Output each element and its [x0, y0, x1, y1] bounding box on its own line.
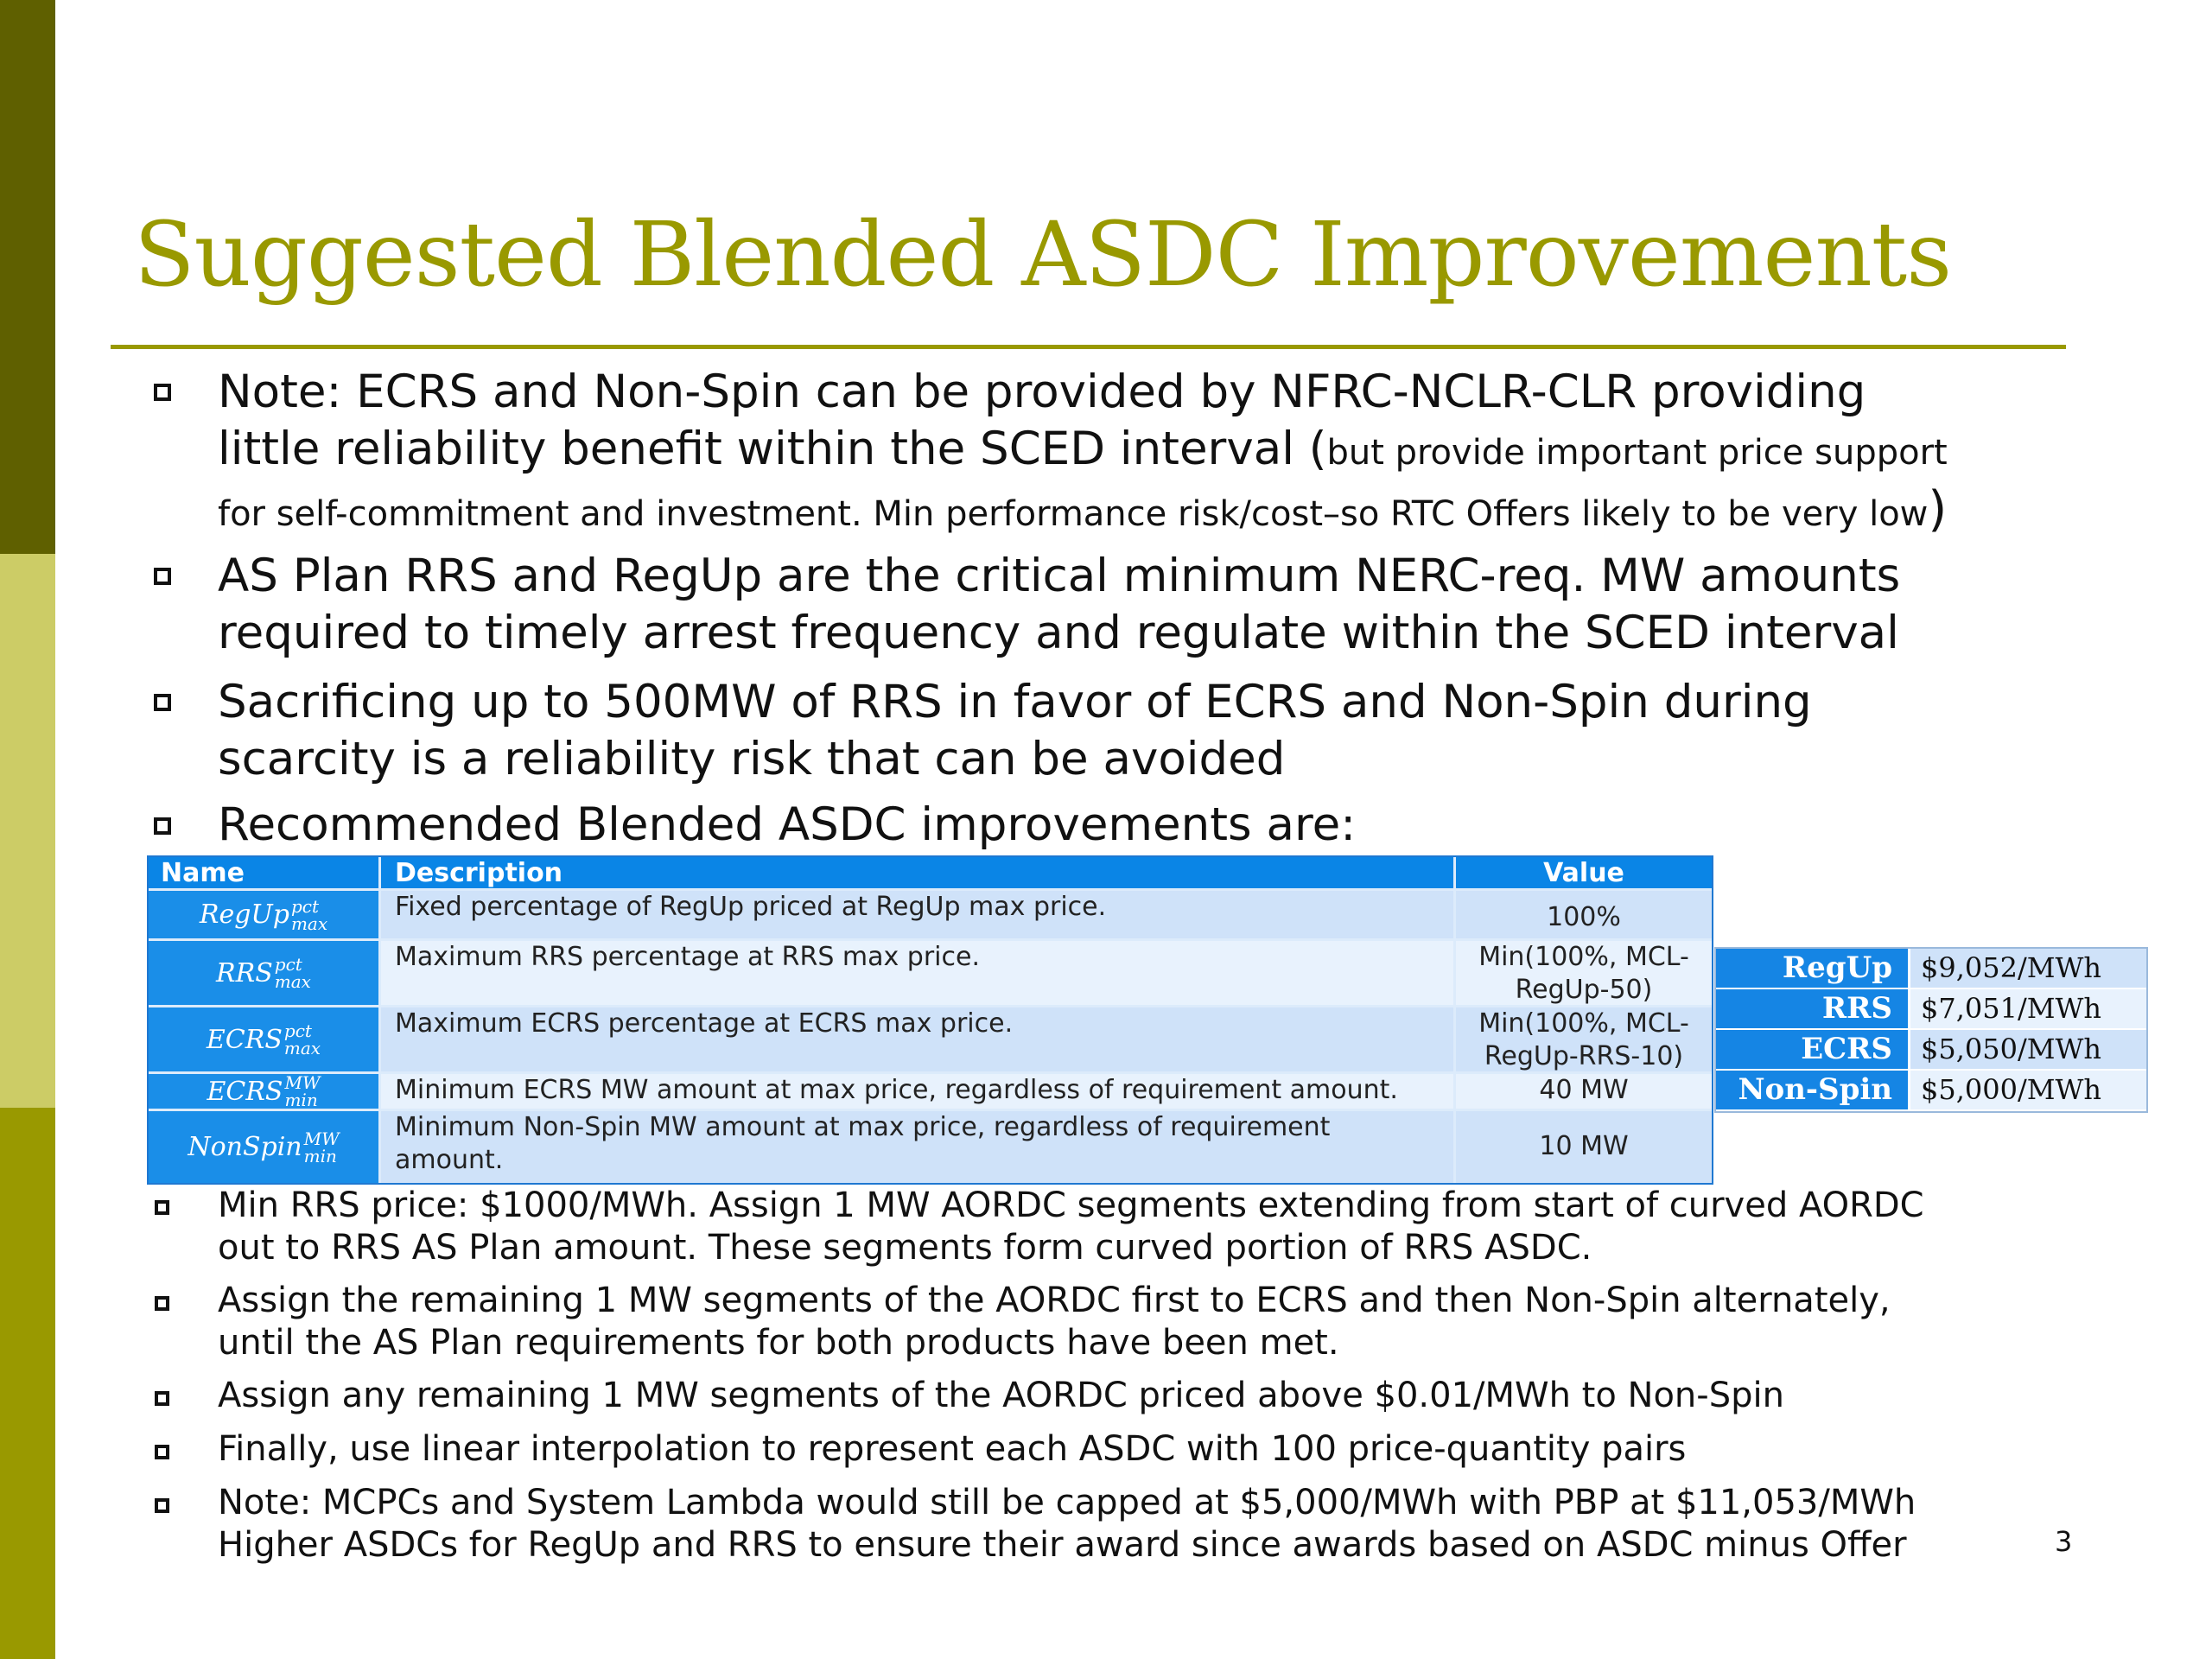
bullet-marker [154, 384, 171, 401]
bullet-line: Assign any remaining 1 MW segments of the AORDC priced above $0.01/MWh to Non-Spin [218, 1376, 1784, 1415]
price-row [1716, 1030, 2146, 1071]
bullet-text [218, 364, 1948, 543]
price-name: Non-Spin [1716, 1071, 1908, 1109]
bullet-line: Recommended Blended ASDC improvements are: [218, 798, 1357, 851]
bullet-marker [154, 694, 171, 711]
price-name: ECRS [1716, 1030, 1908, 1069]
bullet-text [218, 1428, 1686, 1471]
bullet-text [218, 1375, 1784, 1417]
bullet-text [218, 1280, 1891, 1364]
table-cell-name: NonSpin MW min [149, 1111, 378, 1183]
bullet-marker [155, 1445, 169, 1459]
bullet-aside: for self-commitment and investment. Min performance risk/cost–so RTC Offers likely to be very low [218, 494, 1929, 534]
table-cell-description: Fixed percentage of RegUp priced at RegUp max price. [381, 891, 1453, 938]
bullet-marker [154, 817, 171, 835]
table-cell-value: Min(100%, MCL- RegUp-50) [1456, 941, 1712, 1005]
bullet-line: Sacrificing up to 500MW of RRS in favor of ECRS and Non-Spin during [218, 676, 1812, 728]
bullet-marker [155, 1498, 169, 1513]
bullet-line: out to RRS AS Plan amount. These segments form curved portion of RRS ASDC. [218, 1228, 1592, 1268]
table-cell-name: RegUp pct max [149, 891, 378, 938]
bullet-marker [155, 1296, 169, 1311]
table-header-description: Description [381, 857, 1453, 888]
asdc-parameter-table [147, 855, 1713, 1185]
bullet-line: Finally, use linear interpolation to represent each ASDC with 100 price-quantity pairs [218, 1429, 1687, 1469]
table-cell-value: 100% [1456, 891, 1712, 938]
bullet-line: for self-commitment and investment. Min performance risk/cost–so RTC Offers likely to be very low) [218, 481, 1948, 537]
price-name: RRS [1716, 989, 1908, 1028]
side-band-dark [0, 0, 55, 554]
table-header-value: Value [1456, 857, 1712, 888]
table-cell-description: Minimum Non-Spin MW amount at max price, regardless of requirement amount. [381, 1111, 1453, 1183]
bullet-line: Min RRS price: $1000/MWh. Assign 1 MW AORDC segments extending from start of curved AORDC [218, 1185, 1924, 1225]
bullet-line: little reliability benefit within the SCED interval (but provide important price support [218, 423, 1948, 475]
bullet-text [218, 674, 1812, 788]
bullet-line: Higher ASDCs for RegUp and RRS to ensure their award since awards based on ASDC minus Offer [218, 1525, 1907, 1565]
bullet-line: AS Plan RRS and RegUp are the critical minimum NERC-req. MW amounts [218, 550, 1901, 602]
table-cell-description: Maximum RRS percentage at RRS max price. [381, 941, 1453, 1005]
table-cell-description: Maximum ECRS percentage at ECRS max price. [381, 1007, 1453, 1071]
price-row [1716, 1071, 2146, 1111]
price-row [1716, 949, 2146, 989]
bullet-line: until the AS Plan requirements for both products have been met. [218, 1323, 1339, 1363]
table-cell-value: 10 MW [1456, 1111, 1712, 1183]
price-value: $9,052/MWh [1910, 949, 2146, 988]
bullet-marker [155, 1200, 169, 1215]
price-value: $5,000/MWh [1910, 1071, 2146, 1109]
table-cell-name: ECRS MW min [149, 1074, 378, 1109]
side-band-light [0, 554, 55, 1108]
price-value: $5,050/MWh [1910, 1030, 2146, 1069]
table-cell-value: Min(100%, MCL- RegUp-RRS-10) [1456, 1007, 1712, 1071]
table-header-name: Name [149, 857, 378, 888]
table-cell-name: ECRS pct max [149, 1007, 378, 1071]
bullet-text [218, 1482, 1916, 1567]
bullet-text [218, 548, 1900, 662]
bullet-text [218, 797, 1356, 854]
table-cell-name: RRS pct max [149, 941, 378, 1005]
title-rule [111, 345, 2066, 349]
bullet-marker [154, 568, 171, 585]
slide-title: Suggested Blended ASDC Improvements [134, 203, 1952, 307]
bullet-marker [155, 1391, 169, 1406]
max-price-table [1714, 947, 2148, 1113]
price-name: RegUp [1716, 949, 1908, 988]
bullet-aside: but provide important price support [1326, 433, 1948, 473]
price-value: $7,051/MWh [1910, 989, 2146, 1028]
bullet-line: required to timely arrest frequency and regulate within the SCED interval [218, 607, 1899, 659]
side-band-olive [0, 1108, 55, 1659]
bullet-line: Note: ECRS and Non-Spin can be provided by NFRC-NCLR-CLR providing [218, 365, 1866, 418]
bullet-line: Assign the remaining 1 MW segments of the AORDC first to ECRS and then Non-Spin alternately, [218, 1281, 1891, 1320]
bullet-line: scarcity is a reliability risk that can be avoided [218, 733, 1286, 785]
price-row [1716, 989, 2146, 1030]
bullet-text [218, 1185, 1924, 1269]
table-cell-description: Minimum ECRS MW amount at max price, regardless of requirement amount. [381, 1074, 1453, 1109]
page-number: 3 [2055, 1525, 2073, 1558]
table-cell-value: 40 MW [1456, 1074, 1712, 1109]
bullet-line: Note: MCPCs and System Lambda would still be capped at $5,000/MWh with PBP at $11,053/MWh [218, 1483, 1916, 1522]
